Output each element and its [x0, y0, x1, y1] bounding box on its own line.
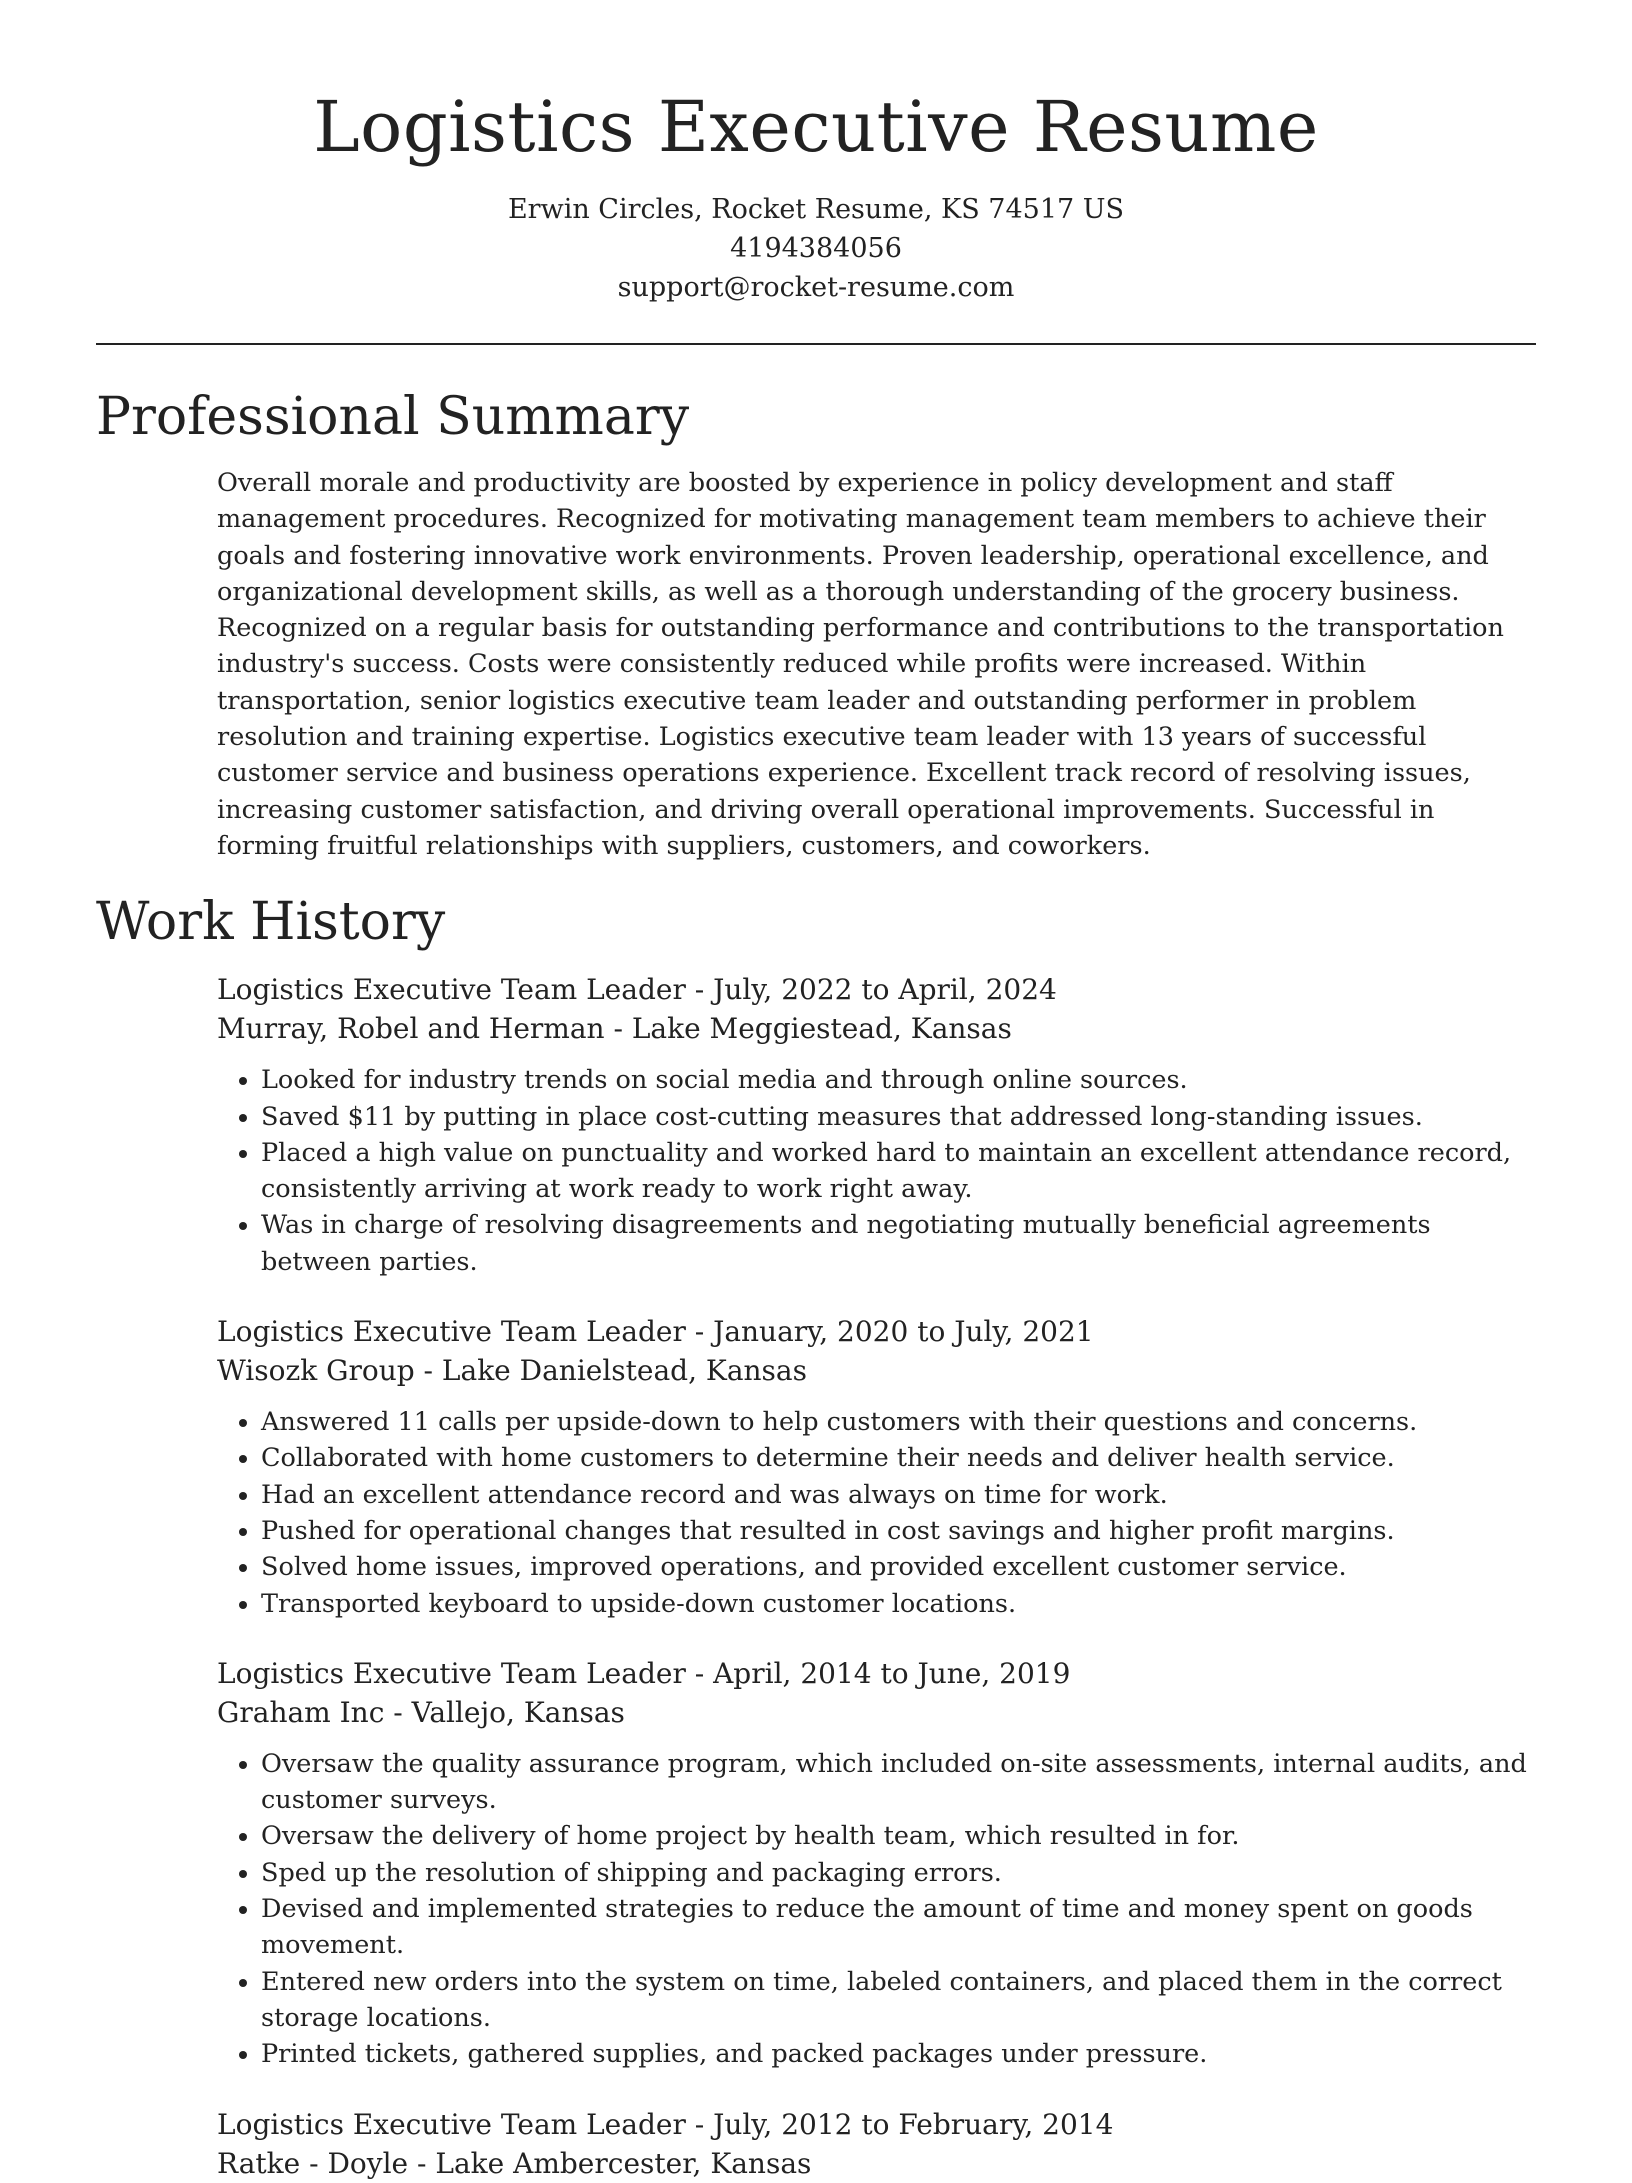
- job-location: - Lake Meggiestead, Kansas: [604, 1012, 1012, 1046]
- job-entry: [217, 1654, 1536, 2073]
- job-bullets: [217, 1746, 1536, 2073]
- job-dates: - July, 2022 to April, 2024: [685, 973, 1057, 1007]
- job-bullet: • Entered new orders into the system on time, labeled containers, and placed them in the correct storage locations.: [261, 1964, 1536, 2037]
- job-bullet: • Devised and implemented strategies to reduce the amount of time and money spent on goods movement.: [261, 1891, 1536, 1964]
- job-bullet: • Saved $11 by putting in place cost-cutting measures that addressed long-standing issues.: [261, 1099, 1536, 1135]
- job-bullets: [217, 1062, 1536, 1280]
- job-bullet: • Looked for industry trends on social media and through online sources.: [261, 1062, 1536, 1098]
- job-bullet: • Printed tickets, gathered supplies, and packed packages under pressure.: [261, 2036, 1536, 2072]
- job-title-line: [217, 1654, 1536, 1693]
- summary-heading: Professional Summary: [96, 387, 690, 447]
- job-company-line: [217, 2144, 1536, 2183]
- job-bullet: • Oversaw the quality assurance program, which included on-site assessments, internal audits, and customer surveys.: [261, 1746, 1536, 1819]
- job-dates: - July, 2012 to February, 2014: [685, 2107, 1114, 2141]
- job-title-line: [217, 970, 1536, 1009]
- job-bullet: • Pushed for operational changes that resulted in cost savings and higher profit margins.: [261, 1513, 1536, 1549]
- contact-address: Erwin Circles, Rocket Resume, KS 74517 US: [507, 194, 1125, 225]
- contact-info: [96, 190, 1536, 307]
- job-company: Ratke - Doyle: [217, 2146, 409, 2180]
- header-divider: [96, 343, 1536, 345]
- job-bullet: • Sped up the resolution of shipping and packaging errors.: [261, 1855, 1536, 1891]
- job-bullet: • Transported keyboard to upside-down customer locations.: [261, 1586, 1536, 1622]
- job-dates: - January, 2020 to July, 2021: [685, 1315, 1094, 1349]
- job-bullet: • Had an excellent attendance record and was always on time for work.: [261, 1477, 1536, 1513]
- contact-email: support@rocket-resume.com: [617, 272, 1015, 303]
- job-company: Wisozk Group: [217, 1354, 415, 1388]
- job-title-line: [217, 1312, 1536, 1351]
- job-location: - Vallejo, Kansas: [384, 1695, 625, 1729]
- summary-section: [96, 383, 1536, 864]
- job-entry: [217, 2105, 1536, 2183]
- job-bullet: • Was in charge of resolving disagreements and negotiating mutually beneficial agreements between parties.: [261, 1207, 1536, 1280]
- resume-title: Logistics Executive Resume: [313, 86, 1319, 168]
- job-location: - Lake Danielstead, Kansas: [414, 1354, 807, 1388]
- job-company-line: [217, 1693, 1536, 1732]
- job-title: Logistics Executive Team Leader: [217, 973, 686, 1007]
- job-title: Logistics Executive Team Leader: [217, 1656, 686, 1690]
- job-title: Logistics Executive Team Leader: [217, 2107, 686, 2141]
- job-bullets: [217, 1404, 1536, 1622]
- job-bullet: • Collaborated with home customers to determine their needs and deliver health service.: [261, 1440, 1536, 1476]
- work-history-section: [96, 888, 1536, 2182]
- job-bullet: • Placed a high value on punctuality and worked hard to maintain an excellent attendance record, consistently arriving at work ready to work right away.: [261, 1135, 1536, 1208]
- job-entry: [217, 1312, 1536, 1622]
- work-history-heading: Work History: [96, 892, 446, 953]
- job-company: Murray, Robel and Herman: [217, 1012, 605, 1046]
- job-company: Graham Inc: [217, 1695, 385, 1729]
- job-bullet: • Solved home issues, improved operations, and provided excellent customer service.: [261, 1549, 1536, 1585]
- job-title: Logistics Executive Team Leader: [217, 1315, 686, 1349]
- resume-header: [96, 0, 1536, 307]
- job-bullet: • Answered 11 calls per upside-down to help customers with their questions and concerns.: [261, 1404, 1536, 1440]
- job-dates: - April, 2014 to June, 2019: [685, 1656, 1071, 1690]
- contact-phone: 4194384056: [730, 233, 902, 264]
- summary-text: Overall morale and productivity are boosted by experience in policy development and staff management procedures. Recognized for motivating management team members to achieve their goals and fostering innovative work environments. Proven leadership, operational excellence, and organizational development skills, as well as a thorough understanding of the grocery business. Recognized on a regular basis for outstanding performance and contributions to the transportation industry's success. Costs were consistently reduced while profits were increased. Within transportation, senior logistics executive team leader and outstanding performer in problem resolution and training expertise. Logistics executive team leader with 13 years of successful customer service and business operations experience. Excellent track record of resolving issues, increasing customer satisfaction, and driving overall operational improvements. Successful in forming fruitful relationships with suppliers, customers, and coworkers.: [217, 468, 1504, 861]
- job-title-line: [217, 2105, 1536, 2144]
- job-bullet: • Oversaw the delivery of home project by health team, which resulted in for.: [261, 1818, 1536, 1854]
- job-company-line: [217, 1009, 1536, 1048]
- job-entry: [217, 970, 1536, 1280]
- job-company-line: [217, 1351, 1536, 1390]
- job-location: - Lake Ambercester, Kansas: [408, 2146, 812, 2180]
